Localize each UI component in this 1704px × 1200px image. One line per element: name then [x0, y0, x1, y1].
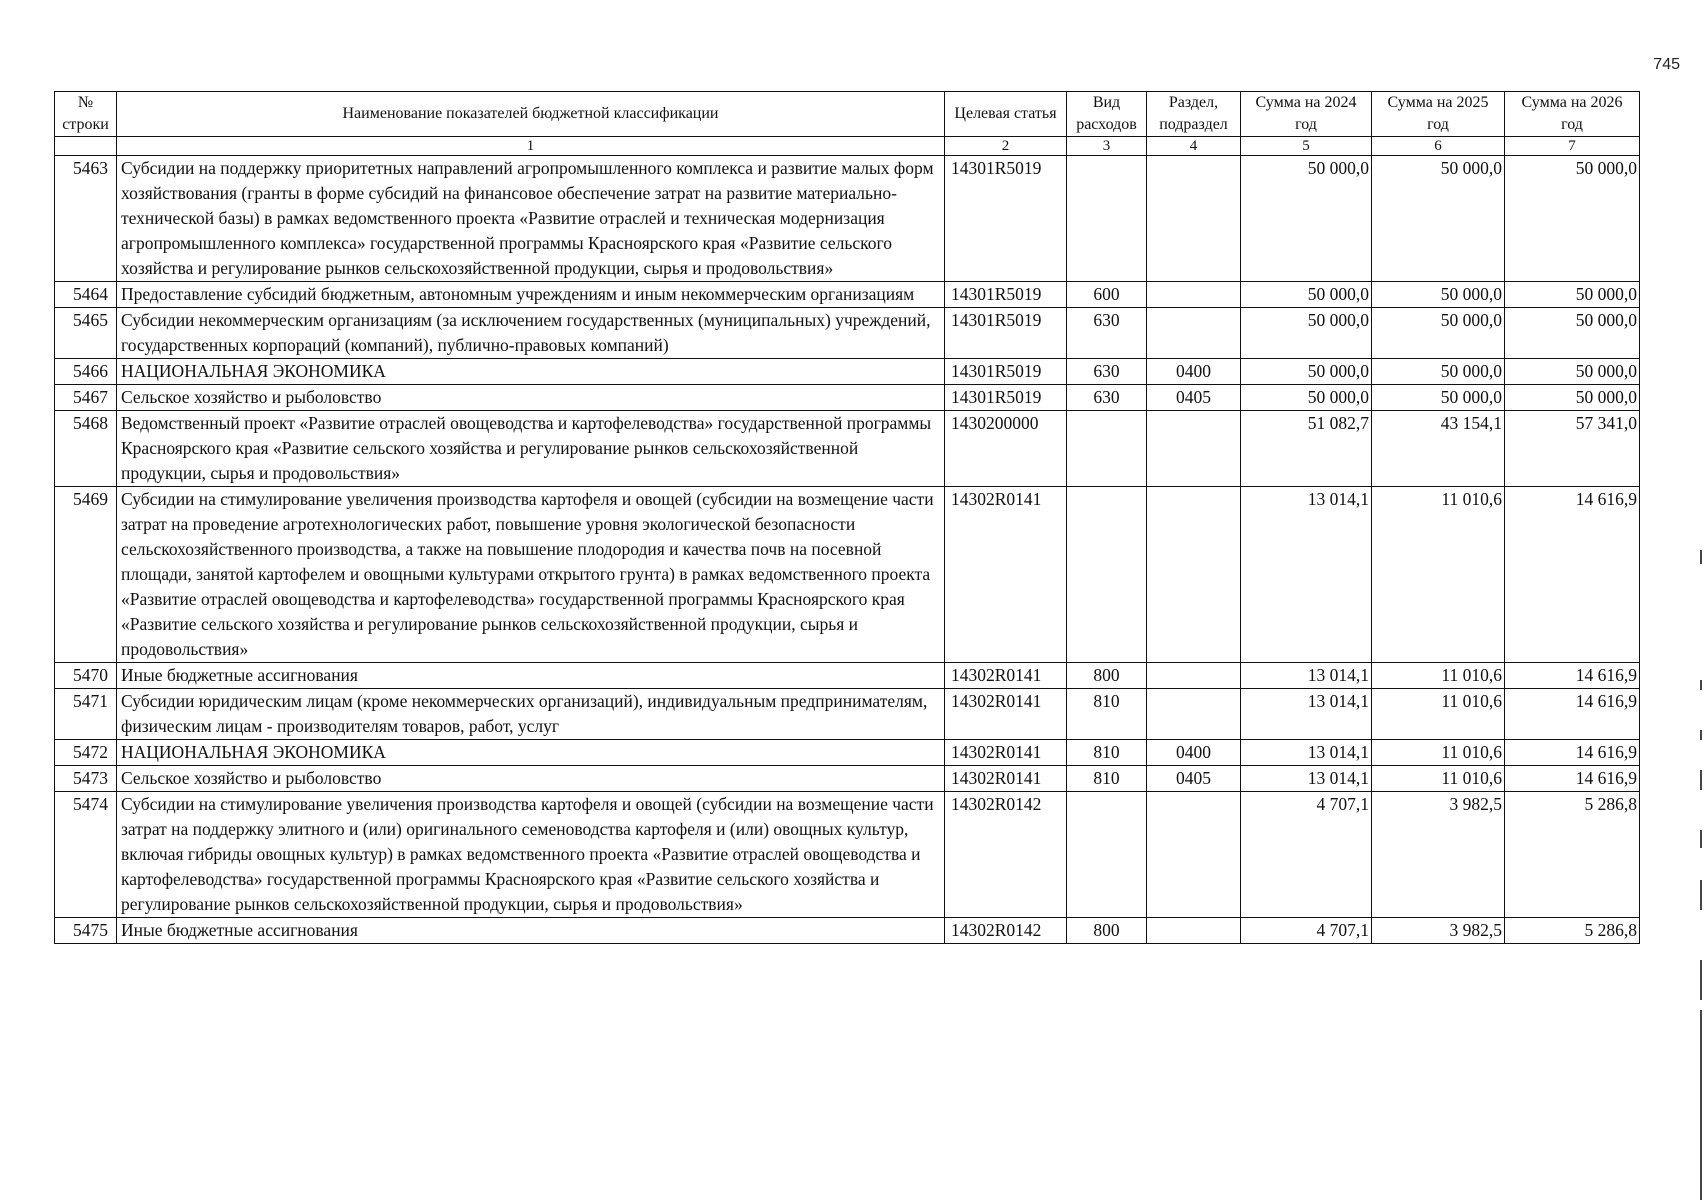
cell-sum-2024: 13 014,1 — [1241, 689, 1372, 740]
cell-sum-2026: 5 286,8 — [1505, 792, 1640, 918]
scan-margin-mark — [1700, 730, 1702, 740]
header-section: Раздел, подраздел — [1147, 92, 1241, 137]
header-sum-2024: Сумма на 2024 год — [1241, 92, 1372, 137]
cell-expense-type: 810 — [1067, 740, 1147, 766]
header-expense-type: Вид расходов — [1067, 92, 1147, 137]
cell-expense-type: 630 — [1067, 385, 1147, 411]
cell-sum-2025: 50 000,0 — [1372, 385, 1505, 411]
scan-margin-mark — [1700, 770, 1702, 790]
cell-indicator-name: Предоставление субсидий бюджетным, автономным учреждениям и иным некоммерческим организациям — [117, 282, 945, 308]
table-row — [55, 282, 1640, 308]
cell-target-article: 14301R5019 — [945, 359, 1067, 385]
cell-section — [1147, 689, 1241, 740]
cell-sum-2025: 3 982,5 — [1372, 918, 1505, 944]
table-row — [55, 740, 1640, 766]
cell-section: 0400 — [1147, 359, 1241, 385]
cell-sum-2024: 50 000,0 — [1241, 156, 1372, 282]
cell-indicator-name: НАЦИОНАЛЬНАЯ ЭКОНОМИКА — [117, 359, 945, 385]
cell-indicator-name: Субсидии на поддержку приоритетных направлений агропромышленного комплекса и развитие малых форм хозяйствования (гранты в форме субсидий на финансовое обеспечение затрат на развитие материально-технической базы) в рамках ведомственного проекта «Развитие отраслей и техническая модернизация агропромышленного комплекса» государственной программы Красноярского края «Развитие сельского хозяйства и регулирование рынков сельскохозяйственной продукции, сырья и продовольствия» — [117, 156, 945, 282]
cell-sum-2026: 50 000,0 — [1505, 359, 1640, 385]
cell-sum-2025: 43 154,1 — [1372, 411, 1505, 487]
cell-sum-2026: 14 616,9 — [1505, 740, 1640, 766]
cell-indicator-name: Ведомственный проект «Развитие отраслей овощеводства и картофелеводства» государственной программы Красноярского края «Развитие сельского хозяйства и регулирование рынков сельскохозяйственной продукции, сырья и продовольствия» — [117, 411, 945, 487]
cell-sum-2024: 51 082,7 — [1241, 411, 1372, 487]
cell-row-number: 5475 — [55, 918, 117, 944]
cell-sum-2026: 14 616,9 — [1505, 689, 1640, 740]
cell-section — [1147, 156, 1241, 282]
cell-target-article: 14302R0141 — [945, 766, 1067, 792]
cell-sum-2026: 14 616,9 — [1505, 663, 1640, 689]
column-number: 5 — [1241, 137, 1372, 156]
cell-sum-2025: 11 010,6 — [1372, 740, 1505, 766]
cell-sum-2026: 14 616,9 — [1505, 487, 1640, 663]
cell-sum-2024: 4 707,1 — [1241, 918, 1372, 944]
header-indicator-name: Наименование показателей бюджетной классификации — [117, 92, 945, 137]
scan-margin-mark — [1700, 830, 1702, 848]
cell-expense-type — [1067, 411, 1147, 487]
column-number: 2 — [945, 137, 1067, 156]
cell-row-number: 5466 — [55, 359, 117, 385]
table-row — [55, 766, 1640, 792]
cell-sum-2026: 50 000,0 — [1505, 282, 1640, 308]
cell-sum-2025: 11 010,6 — [1372, 487, 1505, 663]
cell-row-number: 5467 — [55, 385, 117, 411]
cell-sum-2026: 5 286,8 — [1505, 918, 1640, 944]
cell-indicator-name: Субсидии некоммерческим организациям (за исключением государственных (муниципальных) учреждений, государственных корпораций (компаний), публично-правовых компаний) — [117, 308, 945, 359]
cell-section — [1147, 918, 1241, 944]
cell-expense-type: 600 — [1067, 282, 1147, 308]
cell-sum-2025: 11 010,6 — [1372, 689, 1505, 740]
column-number-blank — [55, 137, 117, 156]
cell-row-number: 5473 — [55, 766, 117, 792]
cell-row-number: 5464 — [55, 282, 117, 308]
cell-target-article: 14302R0141 — [945, 689, 1067, 740]
table-row — [55, 411, 1640, 487]
table-row — [55, 359, 1640, 385]
cell-target-article: 14302R0141 — [945, 487, 1067, 663]
cell-indicator-name: Субсидии на стимулирование увеличения производства картофеля и овощей (субсидии на возмещение части затрат на поддержку элитного и (или) оригинального семеноводства картофеля и (или) овощных культур, включая гибриды овощных культур) в рамках ведомственного проекта «Развитие отраслей овощеводства и картофелеводства» государственной программы Красноярского края «Развитие сельского хозяйства и регулирование рынков сельскохозяйственной продукции, сырья и продовольствия» — [117, 792, 945, 918]
cell-indicator-name: Сельское хозяйство и рыболовство — [117, 385, 945, 411]
scan-margin-mark — [1700, 960, 1702, 1000]
cell-row-number: 5465 — [55, 308, 117, 359]
table-row — [55, 663, 1640, 689]
cell-section — [1147, 282, 1241, 308]
cell-sum-2026: 14 616,9 — [1505, 766, 1640, 792]
table-row — [55, 385, 1640, 411]
cell-target-article: 14301R5019 — [945, 385, 1067, 411]
cell-expense-type: 810 — [1067, 766, 1147, 792]
table-row — [55, 487, 1640, 663]
cell-indicator-name: Субсидии юридическим лицам (кроме некоммерческих организаций), индивидуальным предпринимателям, физическим лицам - производителям товаров, работ, услуг — [117, 689, 945, 740]
cell-section — [1147, 411, 1241, 487]
cell-section — [1147, 487, 1241, 663]
cell-expense-type — [1067, 156, 1147, 282]
cell-row-number: 5468 — [55, 411, 117, 487]
cell-sum-2024: 13 014,1 — [1241, 740, 1372, 766]
cell-sum-2025: 50 000,0 — [1372, 359, 1505, 385]
cell-sum-2024: 50 000,0 — [1241, 385, 1372, 411]
cell-row-number: 5470 — [55, 663, 117, 689]
cell-target-article: 1430200000 — [945, 411, 1067, 487]
cell-sum-2025: 50 000,0 — [1372, 308, 1505, 359]
cell-section — [1147, 792, 1241, 918]
cell-expense-type: 630 — [1067, 359, 1147, 385]
table-row — [55, 308, 1640, 359]
scan-margin-mark — [1700, 880, 1702, 910]
cell-expense-type: 630 — [1067, 308, 1147, 359]
cell-section: 0400 — [1147, 740, 1241, 766]
cell-sum-2026: 50 000,0 — [1505, 385, 1640, 411]
cell-sum-2025: 50 000,0 — [1372, 156, 1505, 282]
column-number: 3 — [1067, 137, 1147, 156]
cell-sum-2024: 50 000,0 — [1241, 308, 1372, 359]
header-target-article: Целевая статья — [945, 92, 1067, 137]
cell-sum-2026: 50 000,0 — [1505, 156, 1640, 282]
cell-sum-2026: 57 341,0 — [1505, 411, 1640, 487]
cell-sum-2024: 50 000,0 — [1241, 359, 1372, 385]
cell-sum-2025: 11 010,6 — [1372, 663, 1505, 689]
cell-sum-2025: 11 010,6 — [1372, 766, 1505, 792]
cell-target-article: 14302R0142 — [945, 918, 1067, 944]
cell-indicator-name: Иные бюджетные ассигнования — [117, 663, 945, 689]
header-sum-2026: Сумма на 2026 год — [1505, 92, 1640, 137]
cell-indicator-name: Иные бюджетные ассигнования — [117, 918, 945, 944]
cell-sum-2024: 13 014,1 — [1241, 766, 1372, 792]
cell-sum-2024: 13 014,1 — [1241, 487, 1372, 663]
column-number: 7 — [1505, 137, 1640, 156]
cell-target-article: 14301R5019 — [945, 156, 1067, 282]
cell-row-number: 5472 — [55, 740, 117, 766]
column-number: 6 — [1372, 137, 1505, 156]
cell-target-article: 14302R0141 — [945, 663, 1067, 689]
cell-sum-2024: 4 707,1 — [1241, 792, 1372, 918]
table-row — [55, 689, 1640, 740]
cell-row-number: 5474 — [55, 792, 117, 918]
table-row — [55, 918, 1640, 944]
cell-sum-2025: 3 982,5 — [1372, 792, 1505, 918]
table-row — [55, 156, 1640, 282]
header-sum-2025: Сумма на 2025 год — [1372, 92, 1505, 137]
cell-section: 0405 — [1147, 385, 1241, 411]
cell-target-article: 14301R5019 — [945, 282, 1067, 308]
column-number: 4 — [1147, 137, 1241, 156]
cell-target-article: 14301R5019 — [945, 308, 1067, 359]
cell-expense-type — [1067, 487, 1147, 663]
cell-target-article: 14302R0141 — [945, 740, 1067, 766]
cell-row-number: 5471 — [55, 689, 117, 740]
scan-margin-mark — [1700, 550, 1702, 564]
header-row-number: № строки — [55, 92, 117, 137]
cell-sum-2024: 50 000,0 — [1241, 282, 1372, 308]
budget-classification-table — [54, 91, 1640, 944]
column-number-row — [55, 137, 1640, 156]
cell-row-number: 5469 — [55, 487, 117, 663]
cell-section: 0405 — [1147, 766, 1241, 792]
cell-sum-2024: 13 014,1 — [1241, 663, 1372, 689]
cell-indicator-name: Субсидии на стимулирование увеличения производства картофеля и овощей (субсидии на возмещение части затрат на проведение агротехнологических работ, повышение уровня экологической безопасности сельскохозяйственного производства, а также на повышение плодородия и качества почв на посевной площади, занятой картофелем и овощными культурами открытого грунта) в рамках ведомственного проекта «Развитие отраслей овощеводства и картофелеводства» государственной программы Красноярского края «Развитие сельского хозяйства и регулирование рынков сельскохозяйственной продукции, сырья и продовольствия» — [117, 487, 945, 663]
cell-expense-type: 800 — [1067, 918, 1147, 944]
cell-expense-type — [1067, 792, 1147, 918]
scan-margin-mark — [1700, 1010, 1702, 1200]
cell-indicator-name: НАЦИОНАЛЬНАЯ ЭКОНОМИКА — [117, 740, 945, 766]
table-body — [55, 156, 1640, 944]
page-number: 745 — [1653, 56, 1680, 73]
table-row — [55, 792, 1640, 918]
cell-expense-type: 800 — [1067, 663, 1147, 689]
cell-expense-type: 810 — [1067, 689, 1147, 740]
cell-target-article: 14302R0142 — [945, 792, 1067, 918]
cell-sum-2025: 50 000,0 — [1372, 282, 1505, 308]
cell-section — [1147, 308, 1241, 359]
cell-indicator-name: Сельское хозяйство и рыболовство — [117, 766, 945, 792]
cell-section — [1147, 663, 1241, 689]
cell-row-number: 5463 — [55, 156, 117, 282]
column-number: 1 — [117, 137, 945, 156]
scan-margin-mark — [1700, 680, 1702, 690]
cell-sum-2026: 50 000,0 — [1505, 308, 1640, 359]
